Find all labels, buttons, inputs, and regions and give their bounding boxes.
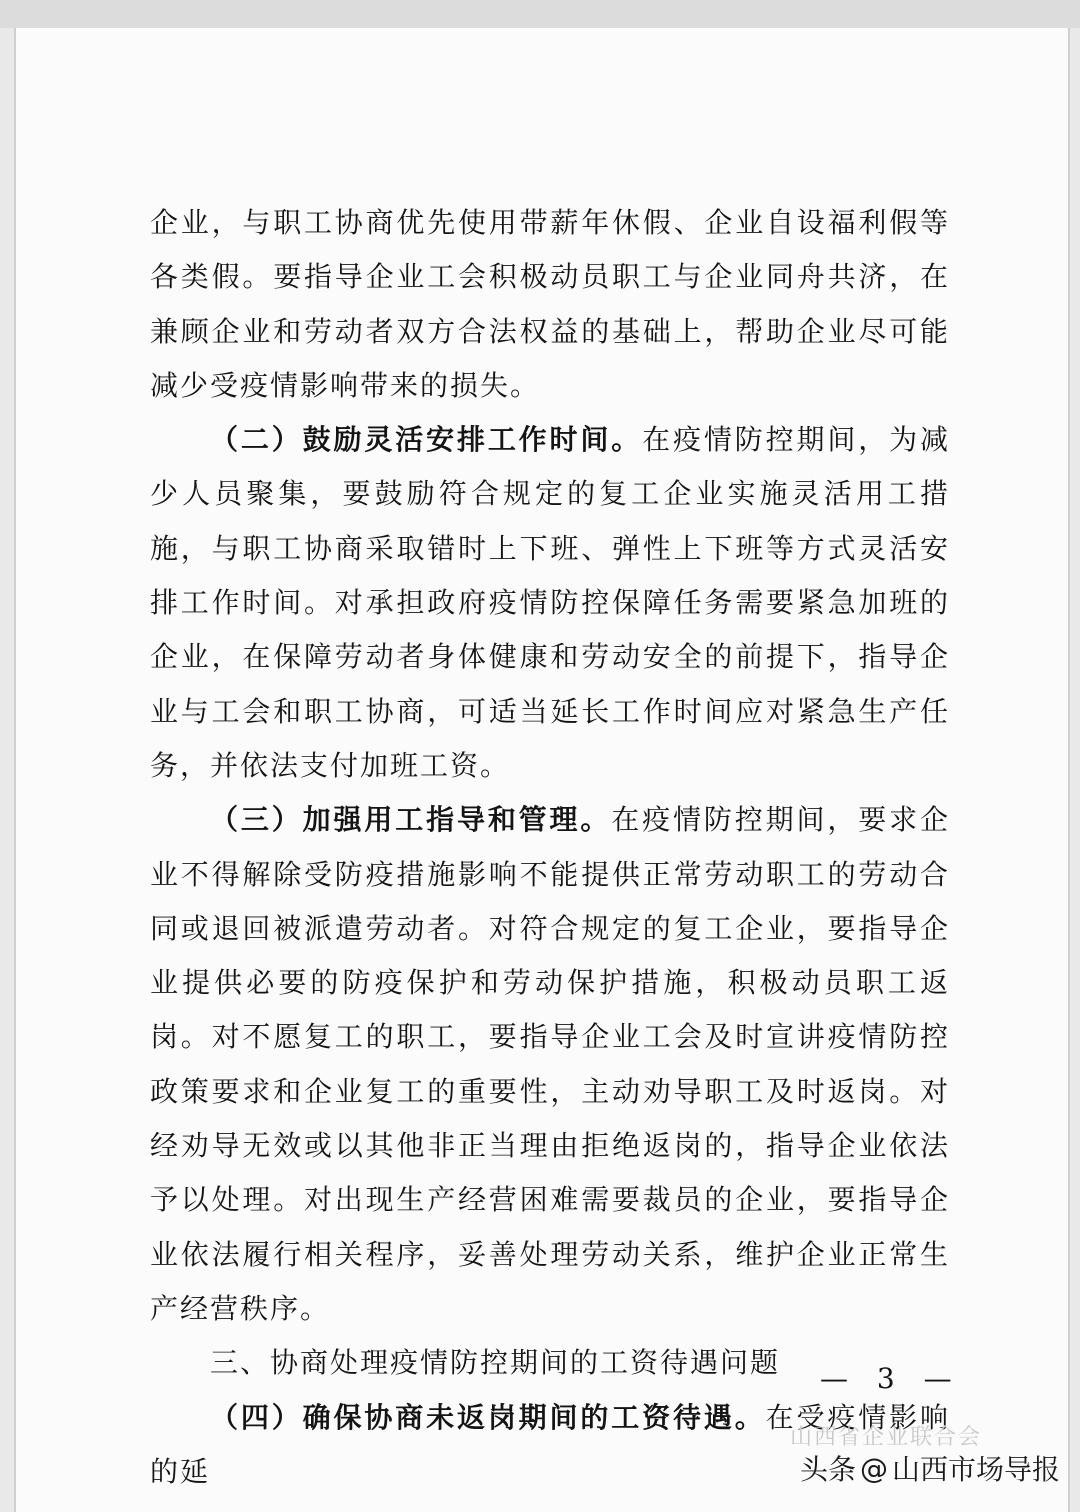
section-4-heading: （四）确保协商未返岗期间的工资待遇。: [210, 1400, 766, 1434]
at-icon: @: [860, 1451, 889, 1485]
section-3-text: 在疫情防控期间，要求企业不得解除受防疫措施影响不能提供正常劳动职工的劳动合同或退回被派遣劳动者。对符合规定的复工企业，要指导企业提供必要的防疫保护和劳动保护措施，积极动员职工返岗。对不愿复工的职工，要指导企业工会及时宣讲疫情防控政策要求和企业复工的重要性，主动劝导职工及时返岗。对经劝导无效或以其他非正当理由拒绝返岗的，指导企业依法予以处理。对出现生产经营困难需要裁员的企业，要指导企业依法履行相关程序，妥善处理劳动关系，维护企业正常生产经营秩序。: [150, 803, 950, 1325]
top-band: [0, 0, 1080, 28]
section-3-heading: （三）加强用工指导和管理。: [210, 803, 612, 837]
watermark-prefix: 头条: [800, 1453, 857, 1486]
section-4-text: 在受疫情影响的延: [150, 1400, 950, 1488]
page-number: — 3 —: [820, 1362, 962, 1395]
source-watermark: [800, 1448, 1060, 1488]
faded-seal-text: 山西省企业联合会: [790, 1425, 983, 1450]
watermark-account: 山西市场导报: [892, 1453, 1061, 1486]
section-2: [150, 413, 950, 793]
part-3-title: 三、协商处理疫情防控期间的工资待遇问题: [210, 1346, 781, 1380]
section-3: [150, 793, 950, 1336]
document-body: [150, 196, 950, 1499]
section-2-heading: （二）鼓励灵活安排工作时间。: [210, 423, 643, 457]
section-2-text: 在疫情防控期间，为减少人员聚集，要鼓励符合规定的复工企业实施灵活用工措施，与职工协商采取错时上下班、弹性上下班等方式灵活安排工作时间。对承担政府疫情防控保障任务需要紧急加班的企业，在保障劳动者身体健康和劳动安全的前提下，指导企业与工会和职工协商，可适当延长工作时间应对紧急生产任务，并依法支付加班工资。: [150, 423, 950, 782]
paragraph-1: 企业，与职工协商优先使用带薪年休假、企业自设福利假等各类假。要指导企业工会积极动员职工与企业同舟共济，在兼顾企业和劳动者双方合法权益的基础上，帮助企业尽可能减少受疫情影响带来的损失。: [150, 206, 950, 402]
